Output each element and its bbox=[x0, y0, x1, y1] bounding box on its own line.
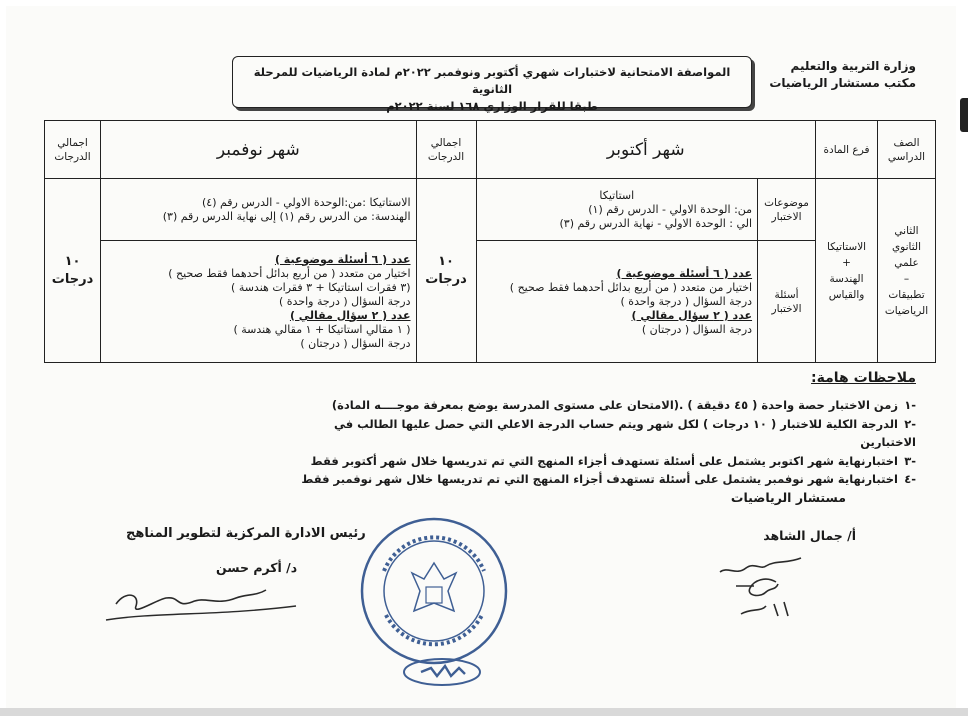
header-branch: فرع المادة bbox=[816, 121, 878, 179]
row-label-topics: موضوعات الاختبار bbox=[758, 179, 816, 241]
office-name: مكتب مستشار الرياضيات bbox=[769, 76, 916, 90]
november-total: ١٠ درجات bbox=[45, 179, 101, 363]
advisor-name: أ/ جمال الشاهد bbox=[763, 528, 856, 543]
number-stamp-icon bbox=[401, 656, 483, 688]
october-questions: عدد ( ٦ أسئلة موضوعية ) اختيار من متعدد ( من أربع بدائل أحدهما فقط صحيح ) درجة السؤال ( درجة واحدة ) عدد ( ٢ سؤال مقالي ) درجة السؤال ( درجتان ) bbox=[476, 241, 758, 363]
note-item: -١زمن الاختبار حصة واحدة ( ٤٥ دقيقة ) .(الامتحان على مستوى المدرسة يوضع بمعرفة موجــــه المادة) bbox=[331, 398, 916, 412]
edge-tab bbox=[960, 98, 968, 132]
header-grade: الصف الدراسي bbox=[878, 121, 936, 179]
note-item: -٣اختبارنهاية شهر اكتوبر يشتمل على أسئلة تستهدف أجزاء المنهج التي تم تدريسها خلال شهر أكتوبر فقط bbox=[310, 453, 916, 468]
director-title: رئيس الادارة المركزية لتطوير المناهج bbox=[126, 526, 366, 541]
document-title: المواصفة الامتحانية لاختبارات شهري أكتوبر ونوفمبر ٢٠٢٢م لمادة الرياضيات للمرحلة الثانوية bbox=[253, 65, 731, 96]
official-stamp-icon bbox=[354, 511, 514, 671]
director-signature-icon bbox=[96, 576, 316, 626]
header-total-november: اجمالي الدرجات bbox=[45, 121, 101, 179]
header-november: شهر نوفمبر bbox=[101, 121, 416, 179]
november-topics: الاستاتيكا :من:الوحدة الاولي - الدرس رقم (٤) الهندسة: من الدرس رقم (١) إلى نهاية الدرس رقم (٣) bbox=[101, 179, 416, 241]
grade-cell: الثاني الثانوي علمي – تطبيقات الرياضيات bbox=[878, 179, 936, 363]
november-questions: عدد ( ٦ أسئلة موضوعية ) اختيار من متعدد ( من أربع بدائل أحدهما فقط صحيح ) (٣ فقرات استاتيكا + ٣ فقرات هندسة ) درجة السؤال ( درجة واحدة ) عدد ( ٢ سؤال مقالي ) ( ١ مقالي استاتيكا + ١ مقالي هندسة ) درجة السؤال ( درجتان ) bbox=[101, 241, 416, 363]
director-name: د/ أكرم حسن bbox=[216, 560, 298, 575]
bottom-bar bbox=[0, 708, 968, 716]
exam-spec-table bbox=[44, 120, 936, 363]
document-subtitle: طبقا للقرار الوزاري ١٦٨ لسنة ٢٠٢٢م bbox=[386, 99, 598, 113]
notes-list bbox=[276, 396, 916, 489]
row-label-questions: أسئلة الاختبار bbox=[758, 241, 816, 363]
notes-heading: ملاحظات هامة: bbox=[811, 370, 916, 386]
header-october: شهر أكتوبر bbox=[476, 121, 816, 179]
branch-cell: الاستاتيكا + الهندسة والقياس bbox=[816, 179, 878, 363]
document-page bbox=[6, 6, 956, 708]
note-item: -٤اختبارنهاية شهر نوفمبر يشتمل على أسئلة تستهدف أجزاء المنهج التي تم تدريسها خلال شهر نوفمبر فقط bbox=[301, 472, 916, 486]
note-item: -٢الدرجة الكلية للاختبار ( ١٠ درجات ) لكل شهر ويتم حساب الدرجة الاعلي التي حصل عليها الطالب في الاختبارين bbox=[334, 416, 916, 449]
advisor-signature-icon bbox=[706, 546, 826, 626]
header-total-october: اجمالي الدرجات bbox=[416, 121, 476, 179]
october-topics: استاتيكا من: الوحدة الاولي - الدرس رقم (١) الي : الوحدة الاولي - نهاية الدرس رقم (٣) bbox=[476, 179, 758, 241]
ministry-name: وزارة التربية والتعليم bbox=[790, 59, 916, 73]
title-box bbox=[232, 56, 752, 113]
advisor-title: مستشار الرياضيات bbox=[730, 490, 846, 505]
october-total: ١٠ درجات bbox=[416, 179, 476, 363]
